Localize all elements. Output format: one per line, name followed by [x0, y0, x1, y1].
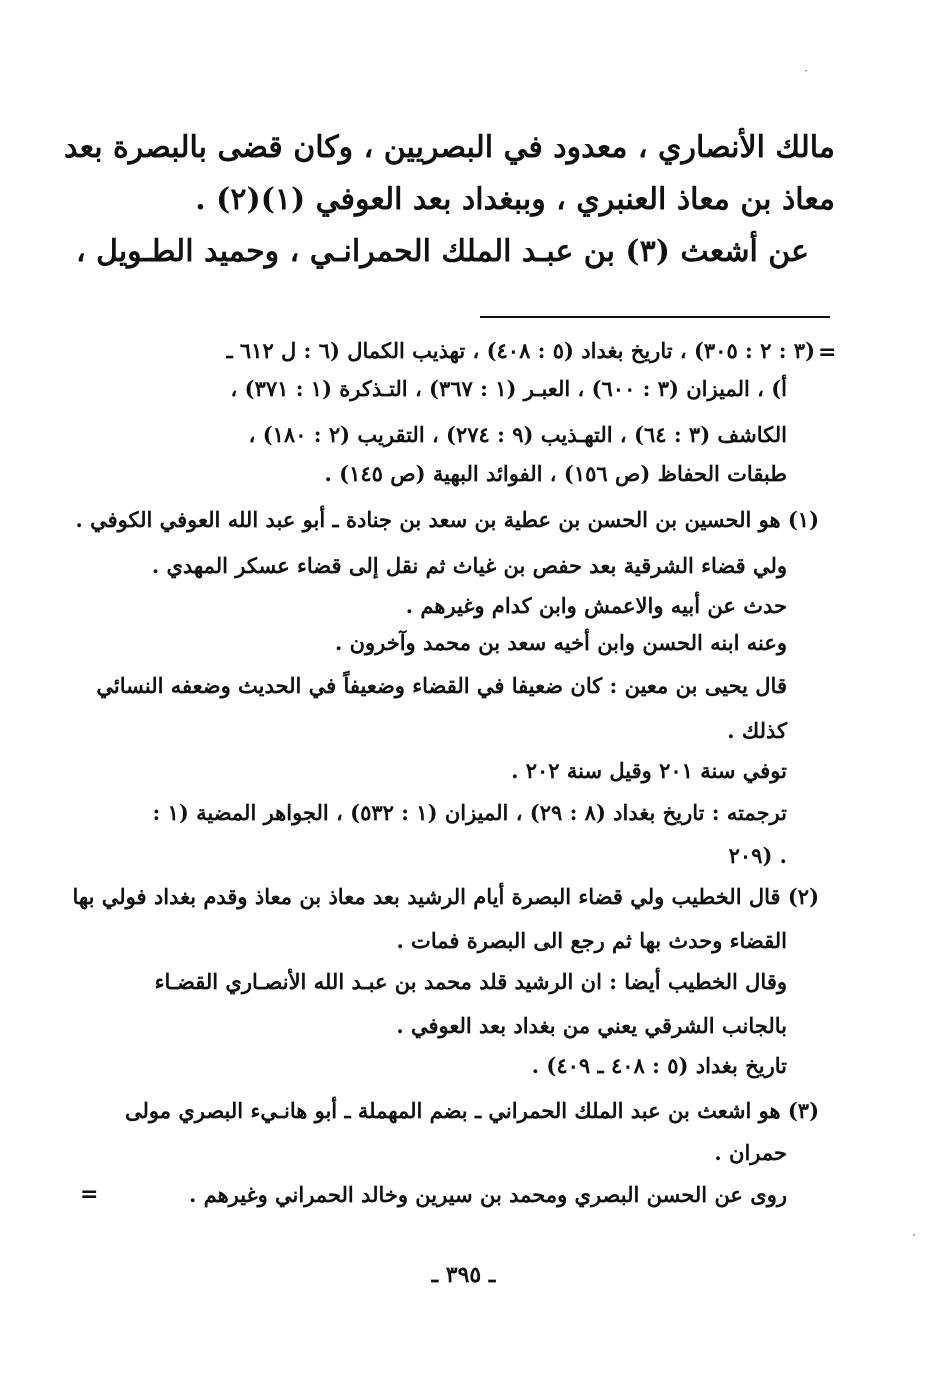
footnote-line: (٣ : ٢ : ٣٠٥) ، تاريخ بغداد (٥ : ٤٠٨) ، تهذيب الكمال (٦ : ل ٦١٢ ـ: [226, 338, 815, 363]
footnote-line: طبقات الحفاظ (ص ١٥٦) ، الفوائد البهية (ص ١٤٥) .: [324, 461, 787, 486]
footnote-3-line: حمران .: [714, 1140, 787, 1165]
main-line-1: مالك الأنصاري ، معدود في البصريين ، وكان قضى بالبصرة بعد: [63, 130, 835, 165]
scan-speck: ·: [804, 64, 808, 78]
footnote-1-line: حدث عن أبيه والاعمش وابن كدام وغيرهم .: [405, 593, 787, 618]
footnote-2-line: تاريخ بغداد (٥ : ٤٠٨ ـ ٤٠٩) .: [531, 1053, 787, 1078]
footnote-1-line: ولي قضاء الشرقية بعد حفص بن غياث ثم نقل إلى قضاء عسكر المهدي .: [151, 553, 787, 578]
footnote-1-line: كذلك .: [727, 718, 787, 743]
continuation-mark-top: =: [818, 340, 837, 365]
footnote-2-line: بالجانب الشرقي يعني من بغداد بعد العوفي .: [396, 1013, 787, 1038]
footnote-2-line: (٢) قال الخطيب ولي قضاء البصرة أيام الرشيد بعد معاذ بن معاذ وقدم بغداد فولي بها: [72, 884, 819, 909]
footnote-1-line: (١) هو الحسين بن الحسن بن عطية بن سعد بن جنادة ـ أبو عبد الله العوفي الكوفي .: [75, 507, 819, 532]
footnote-2-line: القضاء وحدث بها ثم رجع الى البصرة فمات .: [396, 928, 787, 953]
continuation-mark-bottom: =: [80, 1182, 99, 1207]
footnote-1-line: قال يحيى بن معين : كان ضعيفا في القضاء وضعيفاً في الحديث وضعفه النسائي: [96, 673, 787, 698]
footnote-1-line: ٢٠٩) .: [728, 843, 787, 868]
footnote-separator: [480, 316, 830, 318]
main-line-2: معاذ بن معاذ العنبري ، وببغداد بعد العوفي (١)(٢) .: [195, 182, 835, 217]
footnote-1-line: ترجمته : تاريخ بغداد (٨ : ٢٩) ، الميزان (١ : ٥٣٢) ، الجواهر المضية (١ :: [152, 800, 787, 825]
footnote-line: أ) ، الميزان (٣ : ٦٠٠) ، العبـر (١ : ٣٦٧) ، التـذكرة (١ : ٣٧١) ،: [230, 376, 787, 401]
footnote-line: الكاشف (٣ : ٦٤) ، التهـذيب (٩ : ٢٧٤) ، التقريب (٢ : ١٨٠) ،: [248, 422, 787, 447]
footnote-2-line: وقال الخطيب أيضا : ان الرشيد قلد محمد بن عبـد الله الأنصـاري القضـاء: [154, 969, 787, 994]
footnote-3-line: روى عن الحسن البصري ومحمد بن سيرين وخالد الحمراني وغيرهم .: [189, 1182, 787, 1207]
footnote-3-line: (٣) هو اشعث بن عبد الملك الحمراني ـ بضم المهملة ـ أبو هانـيء البصري مولى: [125, 1098, 819, 1123]
main-line-3: عن أشعث (٣) بن عبـد الملك الحمرانـي ، وحميد الطـويل ،: [75, 234, 809, 269]
footnote-1-line: توفي سنة ٢٠١ وقيل سنة ٢٠٢ .: [511, 758, 787, 783]
footnote-1-line: وعنه ابنه الحسن وابن أخيه سعد بن محمد وآخرون .: [334, 630, 787, 655]
page-number: ـ ٣٩٥ ـ: [431, 1262, 496, 1288]
scan-speck: ·: [912, 1228, 916, 1242]
